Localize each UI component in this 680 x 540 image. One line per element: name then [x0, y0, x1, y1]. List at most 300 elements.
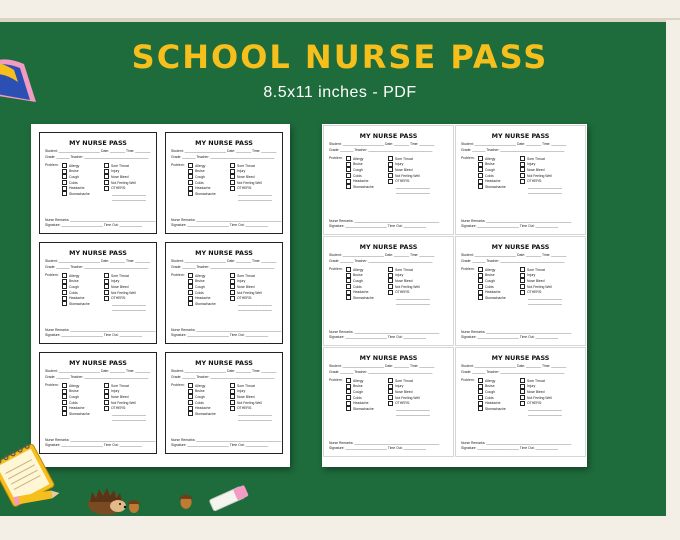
checkbox [188, 411, 193, 416]
checkbox [388, 389, 393, 394]
checkbox [520, 384, 525, 389]
checkbox [346, 156, 351, 161]
symptom-item: Headache [62, 185, 104, 191]
symptom-column-left [62, 273, 104, 311]
symptom-checklist [171, 273, 277, 311]
symptom-item: Allergy [62, 273, 104, 279]
checkbox [62, 411, 67, 416]
others-line: ____________________ [396, 411, 430, 416]
symptom-item: Nose Bleed [230, 174, 272, 180]
board-ledge [0, 516, 680, 540]
checkbox [478, 284, 483, 289]
symptom-item: Sore Throat [520, 267, 562, 273]
others-line: ____________________ [112, 411, 146, 416]
symptom-item: OTHERS: [520, 289, 562, 295]
others-line: ____________________ [528, 189, 562, 194]
symptom-column-left [188, 163, 230, 201]
checkbox [62, 273, 67, 278]
symptom-item: Allergy [62, 383, 104, 389]
pass-title: MY NURSE PASS [359, 243, 418, 251]
symptom-item: Sore Throat [104, 383, 146, 389]
symptom-item: Stomachache [346, 406, 388, 412]
checkbox [230, 174, 235, 179]
checkbox [62, 169, 67, 174]
checkbox [188, 186, 193, 191]
nurse-pass [323, 125, 454, 235]
checkbox [388, 162, 393, 167]
pass-title: MY NURSE PASS [69, 249, 127, 257]
checkbox [188, 169, 193, 174]
checkbox [104, 284, 109, 289]
others-line: ____________________ [112, 306, 146, 311]
problem-label: Problem: [171, 273, 185, 277]
nurse-pass [165, 352, 283, 454]
checkbox [520, 179, 525, 184]
checkbox [388, 290, 393, 295]
others-line: ____________________ [396, 189, 430, 194]
checkbox [188, 191, 193, 196]
symptom-column-right [388, 378, 430, 416]
checkbox [520, 401, 525, 406]
checkbox [104, 394, 109, 399]
symptom-item: Headache [478, 178, 520, 184]
symptom-item: Allergy [346, 156, 388, 162]
signature-line: Signature: ______________________ Time Out: ____________ [171, 443, 269, 447]
pass-footer [461, 441, 571, 451]
others-line: ____________________ [112, 191, 146, 196]
student-date-time-line: Student: ______________________ Date: ________ Time: ________ [171, 149, 277, 153]
checkbox [230, 394, 235, 399]
nurse-pass [39, 352, 157, 454]
others-line: ____________________ [112, 301, 146, 306]
problem-label: Problem: [45, 273, 59, 277]
problem-label: Problem: [171, 163, 185, 167]
problem-label: Problem: [329, 267, 343, 271]
symptom-item: Bruise [478, 273, 520, 279]
symptom-item: Nose Bleed [388, 278, 430, 284]
board-frame-top [0, 18, 680, 22]
checkbox [62, 279, 67, 284]
nurse-pass [39, 132, 157, 234]
checkbox [346, 378, 351, 383]
symptom-column-right [230, 273, 272, 311]
student-date-time-line: Student: ______________________ Date: ________ Time: ________ [461, 253, 567, 257]
symptom-item: OTHERS: [104, 295, 146, 301]
symptom-column-left [62, 383, 104, 421]
checkbox [62, 163, 67, 168]
nurse-pass [39, 242, 157, 344]
checkbox [388, 167, 393, 172]
symptom-item: Cough [188, 284, 230, 290]
checkbox [346, 267, 351, 272]
symptom-item: Cough [346, 389, 388, 395]
symptom-item: Colds [188, 180, 230, 186]
symptom-item: Injury [104, 279, 146, 285]
symptom-column-left [62, 163, 104, 201]
symptom-item: Not Feeling Well [230, 180, 272, 186]
symptom-item: Injury [104, 169, 146, 175]
checkbox [188, 301, 193, 306]
student-date-time-line: Student: ______________________ Date: ________ Time: ________ [461, 142, 567, 146]
others-line: ____________________ [238, 191, 272, 196]
pass-footer [171, 218, 281, 228]
symptom-column-left [346, 378, 388, 416]
symptom-item: Headache [188, 185, 230, 191]
checkbox [478, 273, 483, 278]
checkbox [188, 406, 193, 411]
symptom-item: Stomachache [478, 184, 520, 190]
checkbox [478, 384, 483, 389]
symptom-item: Bruise [346, 273, 388, 279]
checkbox [62, 296, 67, 301]
checkbox [346, 395, 351, 400]
symptom-column-left [346, 156, 388, 194]
symptom-item: Not Feeling Well [388, 284, 430, 290]
acorn-icon [126, 496, 142, 514]
others-line: ____________________ [238, 196, 272, 201]
symptom-item: Headache [478, 289, 520, 295]
symptom-item: Sore Throat [104, 273, 146, 279]
symptom-item: Cough [62, 284, 104, 290]
symptom-item: Bruise [188, 169, 230, 175]
symptom-item: Bruise [188, 389, 230, 395]
nurse-remarks-line: Nurse Remarks: _____________________________________________ [45, 218, 156, 222]
symptom-item: Colds [346, 284, 388, 290]
symptom-item: Sore Throat [520, 156, 562, 162]
symptom-column-right [520, 378, 562, 416]
symptom-item: Headache [188, 405, 230, 411]
symptom-item: Not Feeling Well [104, 400, 146, 406]
checkbox [188, 273, 193, 278]
symptom-item: OTHERS: [230, 295, 272, 301]
checkbox [346, 162, 351, 167]
symptom-item: Not Feeling Well [520, 395, 562, 401]
symptom-item: Bruise [62, 279, 104, 285]
symptom-item: Injury [520, 273, 562, 279]
checkbox [62, 406, 67, 411]
others-line: ____________________ [112, 196, 146, 201]
symptom-item: Headache [62, 295, 104, 301]
checkbox [346, 295, 351, 300]
checkbox [188, 174, 193, 179]
symptom-item: Allergy [188, 273, 230, 279]
symptom-column-right [104, 273, 146, 311]
checkbox [230, 290, 235, 295]
symptom-checklist [45, 273, 151, 311]
signature-line: Signature: ______________________ Time Out: ____________ [171, 223, 269, 227]
symptom-item: Not Feeling Well [230, 290, 272, 296]
checkbox [346, 278, 351, 283]
symptom-item: OTHERS: [230, 185, 272, 191]
checkbox [62, 186, 67, 191]
symptom-column-right [520, 267, 562, 305]
checkbox [104, 186, 109, 191]
symptom-checklist [45, 163, 151, 201]
symptom-item: OTHERS: [230, 405, 272, 411]
checkbox [104, 290, 109, 295]
checkbox [478, 267, 483, 272]
symptom-checklist [329, 156, 448, 194]
nurse-pass [323, 236, 454, 346]
symptom-item: Injury [230, 279, 272, 285]
checkbox [104, 163, 109, 168]
nurse-remarks-line: Nurse Remarks: _____________________________________________ [461, 330, 572, 334]
pass-footer [329, 219, 439, 229]
symptom-item: Nose Bleed [388, 389, 430, 395]
checkbox [388, 384, 393, 389]
symptom-column-left [188, 273, 230, 311]
checkbox [62, 383, 67, 388]
nurse-pass [165, 132, 283, 234]
checkbox [62, 174, 67, 179]
symptom-item: Cough [62, 394, 104, 400]
symptom-item: Stomachache [478, 406, 520, 412]
symptom-item: Not Feeling Well [520, 284, 562, 290]
checkbox [478, 167, 483, 172]
pass-footer [171, 438, 281, 448]
pass-footer [329, 441, 439, 451]
checkbox [388, 395, 393, 400]
signature-line: Signature: ______________________ Time Out: ____________ [45, 443, 143, 447]
nurse-remarks-line: Nurse Remarks: _____________________________________________ [171, 438, 282, 442]
symptom-column-right [388, 156, 430, 194]
grade-teacher-line: Grade: _______ Teacher: __________________________________ [461, 259, 565, 263]
nurse-pass [455, 125, 586, 235]
symptom-item: Colds [478, 395, 520, 401]
checkbox [104, 279, 109, 284]
symptom-item: Colds [346, 395, 388, 401]
pass-footer [45, 218, 155, 228]
symptom-item: Colds [188, 400, 230, 406]
symptom-item: Injury [520, 162, 562, 168]
others-line: ____________________ [396, 184, 430, 189]
symptom-item: OTHERS: [104, 405, 146, 411]
checkbox [520, 395, 525, 400]
symptom-item: Not Feeling Well [388, 173, 430, 179]
problem-label: Problem: [45, 383, 59, 387]
symptom-item: Headache [62, 405, 104, 411]
checkbox [478, 406, 483, 411]
checkbox [188, 279, 193, 284]
sheet-bordered [31, 124, 290, 467]
symptom-item: Injury [388, 273, 430, 279]
checkbox [478, 389, 483, 394]
symptom-item: Nose Bleed [230, 394, 272, 400]
pass-title: MY NURSE PASS [195, 359, 253, 367]
symptom-item: Bruise [62, 169, 104, 175]
problem-label: Problem: [461, 378, 475, 382]
student-date-time-line: Student: ______________________ Date: ________ Time: ________ [329, 253, 435, 257]
nurse-pass [323, 347, 454, 457]
others-line: ____________________ [528, 411, 562, 416]
hedgehog-icon [84, 482, 128, 516]
grade-teacher-line: Grade: _______ Teacher: __________________________________ [329, 148, 433, 152]
checkbox [520, 173, 525, 178]
others-line: ____________________ [528, 300, 562, 305]
grade-teacher-line: Grade: _______ Teacher: __________________________________ [171, 375, 275, 379]
page-subtitle: 8.5x11 inches - PDF [263, 84, 417, 101]
checkbox [478, 184, 483, 189]
symptom-item: OTHERS: [388, 400, 430, 406]
pass-title: MY NURSE PASS [491, 132, 550, 140]
checkbox [478, 378, 483, 383]
symptom-item: OTHERS: [520, 178, 562, 184]
symptom-checklist [171, 383, 277, 421]
sheet-borderless [322, 124, 587, 467]
checkbox [104, 174, 109, 179]
grade-teacher-line: Grade: _______ Teacher: __________________________________ [45, 375, 149, 379]
others-line: ____________________ [396, 300, 430, 305]
symptom-item: Sore Throat [230, 163, 272, 169]
checkbox [520, 162, 525, 167]
checkbox [188, 394, 193, 399]
pass-footer [45, 328, 155, 338]
symptom-item: Nose Bleed [388, 167, 430, 173]
checkbox [346, 179, 351, 184]
signature-line: Signature: ______________________ Time Out: ____________ [329, 224, 427, 228]
others-line: ____________________ [396, 295, 430, 300]
symptom-item: Nose Bleed [230, 284, 272, 290]
others-line: ____________________ [238, 301, 272, 306]
grade-teacher-line: Grade: _______ Teacher: __________________________________ [329, 259, 433, 263]
signature-line: Signature: ______________________ Time Out: ____________ [329, 335, 427, 339]
checkbox [230, 169, 235, 174]
student-date-time-line: Student: ______________________ Date: ________ Time: ________ [45, 149, 151, 153]
symptom-column-right [104, 383, 146, 421]
checkbox [478, 401, 483, 406]
checkbox [520, 167, 525, 172]
symptom-item: Allergy [346, 378, 388, 384]
checkbox [230, 284, 235, 289]
symptom-item: Nose Bleed [104, 284, 146, 290]
pass-title: MY NURSE PASS [69, 359, 127, 367]
others-line: ____________________ [112, 416, 146, 421]
symptom-item: Allergy [188, 383, 230, 389]
symptom-item: Bruise [478, 384, 520, 390]
symptom-item: Not Feeling Well [104, 290, 146, 296]
symptom-column-left [188, 383, 230, 421]
others-line: ____________________ [528, 184, 562, 189]
symptom-checklist [329, 267, 448, 305]
symptom-item: Cough [188, 394, 230, 400]
pass-footer [461, 330, 571, 340]
others-line: ____________________ [396, 406, 430, 411]
problem-label: Problem: [171, 383, 185, 387]
symptom-item: Cough [62, 174, 104, 180]
student-date-time-line: Student: ______________________ Date: ________ Time: ________ [45, 369, 151, 373]
symptom-item: Colds [62, 290, 104, 296]
checkbox [346, 273, 351, 278]
symptom-item: Stomachache [62, 411, 104, 417]
symptom-item: Bruise [62, 389, 104, 395]
symptom-item: Colds [62, 400, 104, 406]
symptom-column-left [346, 267, 388, 305]
checkbox [346, 384, 351, 389]
checkbox [520, 290, 525, 295]
nurse-remarks-line: Nurse Remarks: _____________________________________________ [461, 441, 572, 445]
checkbox [62, 301, 67, 306]
checkbox [346, 290, 351, 295]
eraser-icon [204, 482, 254, 514]
checkbox [62, 400, 67, 405]
checkbox [104, 273, 109, 278]
symptom-item: OTHERS: [104, 185, 146, 191]
checkbox [230, 180, 235, 185]
signature-line: Signature: ______________________ Time Out: ____________ [461, 224, 559, 228]
student-date-time-line: Student: ______________________ Date: ________ Time: ________ [45, 259, 151, 263]
checkbox [188, 383, 193, 388]
grade-teacher-line: Grade: _______ Teacher: __________________________________ [461, 370, 565, 374]
symptom-item: Allergy [478, 156, 520, 162]
checkbox [388, 173, 393, 178]
checkbox [62, 290, 67, 295]
nurse-remarks-line: Nurse Remarks: _____________________________________________ [45, 438, 156, 442]
checkbox [188, 296, 193, 301]
symptom-item: Allergy [478, 267, 520, 273]
symptom-item: Cough [478, 389, 520, 395]
pass-title: MY NURSE PASS [359, 132, 418, 140]
pass-title: MY NURSE PASS [491, 354, 550, 362]
pass-footer [171, 328, 281, 338]
checkbox [104, 383, 109, 388]
pass-title: MY NURSE PASS [69, 139, 127, 147]
symptom-item: Not Feeling Well [104, 180, 146, 186]
symptom-item: OTHERS: [388, 178, 430, 184]
symptom-item: Stomachache [62, 191, 104, 197]
symptom-item: Headache [346, 178, 388, 184]
checkbox [62, 180, 67, 185]
checkbox [346, 167, 351, 172]
checkbox [188, 284, 193, 289]
symptom-checklist [45, 383, 151, 421]
pass-footer [461, 219, 571, 229]
problem-label: Problem: [461, 267, 475, 271]
problem-label: Problem: [461, 156, 475, 160]
checkbox [230, 163, 235, 168]
pass-title: MY NURSE PASS [359, 354, 418, 362]
checkbox [230, 296, 235, 301]
checkbox [520, 389, 525, 394]
symptom-item: Injury [104, 389, 146, 395]
signature-line: Signature: ______________________ Time Out: ____________ [461, 446, 559, 450]
symptom-item: Bruise [346, 162, 388, 168]
checkbox [478, 156, 483, 161]
signature-line: Signature: ______________________ Time Out: ____________ [329, 446, 427, 450]
checkbox [62, 394, 67, 399]
symptom-item: Colds [346, 173, 388, 179]
checkbox [230, 279, 235, 284]
symptom-item: Sore Throat [230, 273, 272, 279]
checkbox [62, 191, 67, 196]
symptom-item: Stomachache [188, 411, 230, 417]
nurse-remarks-line: Nurse Remarks: _____________________________________________ [329, 219, 440, 223]
nurse-remarks-line: Nurse Remarks: _____________________________________________ [171, 218, 282, 222]
student-date-time-line: Student: ______________________ Date: ________ Time: ________ [329, 142, 435, 146]
symptom-item: Cough [478, 167, 520, 173]
checkbox [478, 162, 483, 167]
symptom-item: Allergy [188, 163, 230, 169]
grade-teacher-line: Grade: _______ Teacher: __________________________________ [329, 370, 433, 374]
checkbox [188, 400, 193, 405]
grade-teacher-line: Grade: _______ Teacher: __________________________________ [171, 155, 275, 159]
others-line: ____________________ [238, 306, 272, 311]
checkbox [346, 284, 351, 289]
checkbox [230, 383, 235, 388]
symptom-item: Cough [478, 278, 520, 284]
nurse-pass [455, 347, 586, 457]
symptom-item: Headache [346, 289, 388, 295]
symptom-item: Colds [62, 180, 104, 186]
